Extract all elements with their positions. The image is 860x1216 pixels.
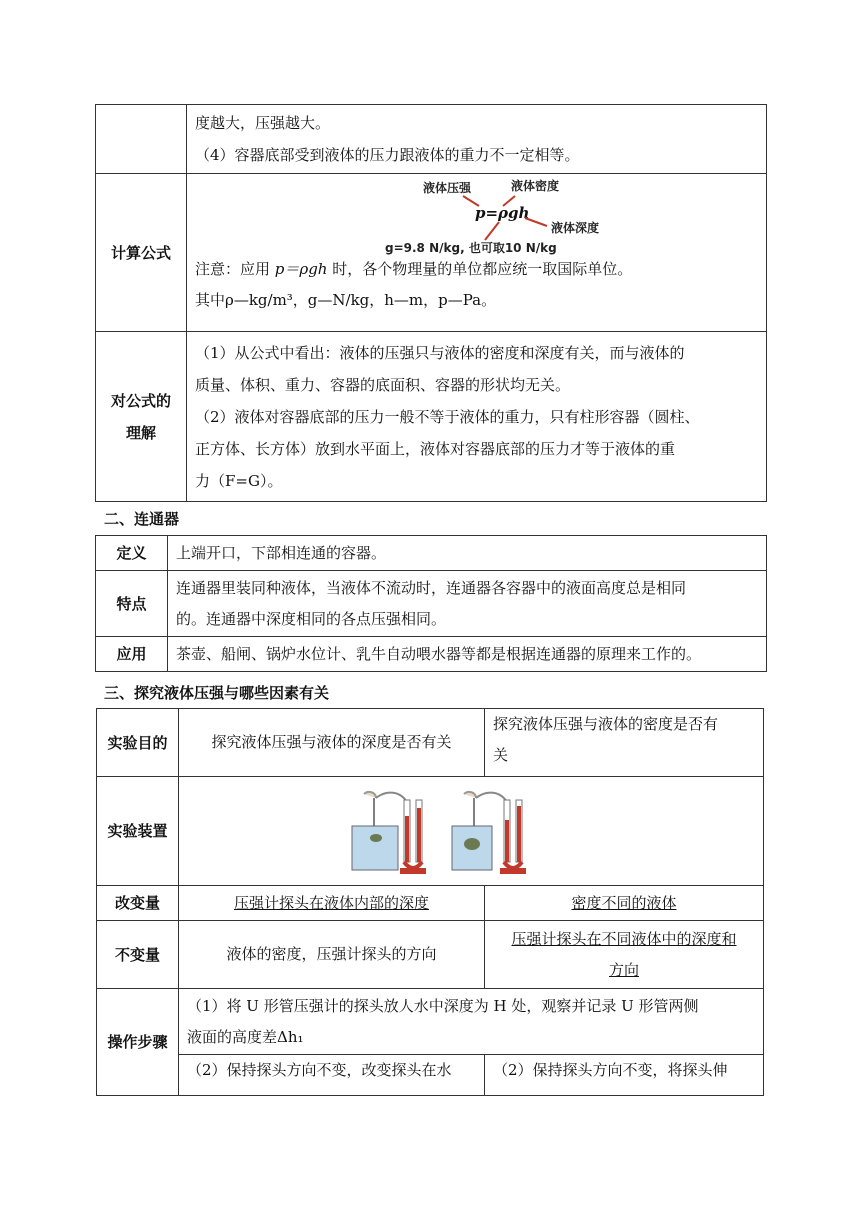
text-line: 方向 [608, 960, 639, 979]
row-header: 实验装置 [97, 777, 179, 886]
row-header: 特点 [96, 571, 168, 637]
row-content: 茶壶、船闸、锅炉水位计、乳牛自动喂水器等都是根据连通器的原理来工作的。 [168, 637, 767, 672]
text-line: 液面的高度差Δh₁ [187, 1027, 304, 1046]
row-header [96, 332, 187, 502]
arrow-g [485, 222, 499, 240]
note-text-b: 时，各个物理量的单位都应统一取国际单位。 [327, 260, 633, 278]
arrow-depth [525, 218, 547, 226]
text-line: （4）容器底部受到液体的压力跟液体的重力不一定相等。 [195, 146, 580, 164]
row-content [168, 571, 767, 637]
formula-text: p=ρgh [475, 204, 530, 222]
apparatus-illustration [346, 786, 546, 876]
label-pressure: 液体压强 [423, 181, 472, 195]
row-header: 操作步骤 [97, 989, 179, 1096]
row-header: 改变量 [97, 886, 179, 921]
row-content [187, 332, 767, 502]
table-row [96, 332, 767, 502]
header-line: 理解 [125, 423, 156, 442]
label-density: 液体密度 [511, 179, 560, 193]
step-2-left: （2）保持探头方向不变，改变探头在水 [179, 1055, 485, 1096]
variable-density-cell [485, 886, 764, 921]
text-line: （1）从公式中看出：液体的压强只与液体的密度和深度有关，而与液体的 [195, 343, 685, 362]
text-line: （1）将 U 形管压强计的探头放人水中深度为 H 处，观察并记录 U 形管两侧 [187, 996, 699, 1015]
text-line: 度越大，压强越大。 [195, 114, 331, 132]
variable-density: 密度不同的液体 [571, 893, 677, 912]
row-content [187, 174, 767, 332]
label-depth: 液体深度 [551, 221, 600, 235]
table-row [96, 571, 767, 637]
step-2-right: （2）保持探头方向不变，将探头伸 [485, 1055, 764, 1096]
units-line: 其中ρ—kg/m³，g—N/kg，h—m，p—Pa。 [195, 291, 497, 309]
table-row [96, 174, 767, 332]
table-row [96, 105, 767, 174]
text-line: （2）液体对容器底部的压力一般不等于液体的重力，只有柱形容器（圆柱、 [195, 407, 700, 426]
table-row [97, 1055, 764, 1096]
row-content: 上端开口，下部相连通的容器。 [168, 536, 767, 571]
section-title: 三、探究液体压强与哪些因素有关 [104, 684, 330, 702]
text-line: 力（F=G）。 [195, 471, 283, 490]
step-1 [179, 989, 764, 1055]
constant-left: 液体的密度，压强计探头的方向 [179, 921, 485, 989]
apparatus-right [452, 792, 526, 874]
row-header: 不变量 [97, 921, 179, 989]
table-row [96, 536, 767, 571]
row-header: 应用 [96, 637, 168, 672]
liquid-pressure-table [95, 104, 767, 502]
table-row [97, 921, 764, 989]
table-row [96, 637, 767, 672]
note-line [195, 254, 758, 285]
text-line: 质量、体积、重力、容器的底面积、容器的形状均无关。 [195, 375, 571, 394]
table-row [97, 777, 764, 886]
text-line: 正方体、长方体）放到水平面上，液体对容器底部的压力才等于液体的重 [195, 439, 676, 458]
row-header-empty [96, 105, 187, 174]
variable-depth-cell [179, 886, 485, 921]
note-formula: p＝ρgh [274, 260, 328, 278]
row-header: 计算公式 [96, 174, 187, 332]
row-header: 实验目的 [97, 709, 179, 777]
note-text-a: 注意：应用 [195, 260, 275, 278]
text-line: 压强计探头在不同液体中的深度和 [511, 929, 737, 948]
header-line: 对公式的 [110, 391, 171, 410]
table-row [97, 709, 764, 777]
text-line: 连通器里装同种液体，当液体不流动时，连通器各容器中的液面高度总是相同 [176, 578, 687, 597]
apparatus-cell [179, 777, 764, 886]
label-g: g=9.8 N/kg, 也可取10 N/kg [385, 241, 557, 255]
experiment-table [96, 708, 764, 1096]
section-title: 二、连通器 [104, 510, 180, 528]
table-row [97, 886, 764, 921]
text-line: 关 [493, 746, 509, 764]
variable-depth: 压强计探头在液体内部的深度 [233, 893, 429, 912]
text-line: 的。连通器中深度相同的各点压强相同。 [176, 609, 447, 628]
table-row [97, 989, 764, 1055]
row-header: 定义 [96, 536, 168, 571]
formula-figure [375, 176, 635, 258]
row-content [187, 105, 767, 174]
apparatus-left [352, 792, 426, 874]
connector-table [95, 535, 767, 672]
constant-right [485, 921, 764, 989]
purpose-density [485, 709, 764, 777]
purpose-depth: 探究液体压强与液体的深度是否有关 [179, 709, 485, 777]
text-line: 探究液体压强与液体的密度是否有 [493, 715, 719, 733]
arrow-pressure [463, 196, 479, 206]
